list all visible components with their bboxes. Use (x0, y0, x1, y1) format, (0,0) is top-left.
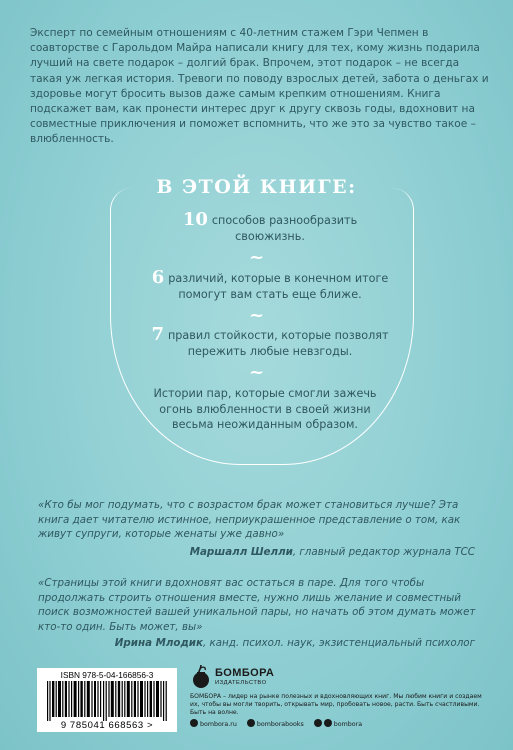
intro-paragraph: Эксперт по семейным отношениям с 40-летним стажем Гэри Чепмен в соавторстве с Гарольдом Майра написали книгу для тех, кому жизнь подарила лучший на свете подарок – долгий брак. Впрочем, этот подарок – не всегда такая уж легкая история. Тревоги по поводу взрослых детей, забота о деньгах и здоровье могут бросить вызов даже самым крепким отношениям. Книга подскажет вам, как пронести интерес друг к другу сквозь годы, вдохновит на совместные приключения и поможет вспомнить, что же это за чувство такое – влюбленность. (30, 27, 489, 146)
barcode-icon (47, 681, 169, 721)
bombora-logo-icon (190, 664, 212, 690)
list-item (150, 386, 380, 433)
item-number: 10 (182, 209, 208, 230)
tilde-separator: ~ (248, 362, 265, 383)
list-item (150, 209, 390, 244)
globe-icon (190, 719, 198, 727)
social-vk[interactable]: bombora (314, 719, 362, 728)
item-text: способов разнообразить своюжизнь. (211, 214, 358, 243)
barcode-digits: 9 785041 668563 > (60, 720, 154, 731)
instagram-icon (247, 719, 255, 727)
quote-author-role: , главный редактор журнала ТСС (292, 546, 475, 558)
publisher-subtitle: ИЗДАТЕЛЬСТВО (215, 680, 267, 686)
item-text: Истории пар, которые смогли зажечь огонь влюбленности в своей жизни весьма неожиданным образом. (153, 387, 377, 431)
quote-text: «Кто бы мог подумать, что с возрастом брак может становиться лучше? Эта книга дает читателю истинное, неприукрашенное представление о том, как живут супруги, которые женаты уже давно» (38, 499, 461, 541)
social-instagram[interactable]: bomborabooks (247, 719, 304, 728)
item-number: 6 (151, 267, 165, 288)
quote-author: Маршалл Шелли (189, 546, 293, 558)
list-item (150, 324, 390, 359)
publisher-socials (190, 719, 362, 728)
isbn-barcode (37, 668, 177, 732)
social-website[interactable]: bombora.ru (190, 719, 237, 728)
item-text: правил стойкости, которые позволят пережить любые невзгоды. (167, 329, 389, 358)
publisher-name: БОМБОРА (215, 667, 275, 679)
tilde-separator: ~ (248, 247, 265, 268)
quote-signature (190, 546, 475, 558)
item-number: 7 (151, 324, 164, 345)
quote-signature (115, 637, 475, 649)
quote-author-role: , канд. психол. наук, экзистенциальный психолог (202, 637, 475, 649)
vk-icon (324, 719, 332, 727)
item-text: различий, которые в конечном итоге помогут вам стать еще ближе. (168, 272, 389, 301)
in-book-heading: В ЭТОЙ КНИГЕ: (156, 176, 357, 198)
tilde-separator: ~ (248, 305, 265, 326)
quote-text: «Страницы этой книги вдохновят вас остаться в паре. Для того чтобы продолжать строить отношения вместе, нужно лишь желание и совместный поиск возможностей вашей уникальной пары, но начать об этом думать может кто-то один. Быть может, вы» (38, 577, 476, 633)
isbn-label: ISBN 978-5-04-166856-3 (60, 670, 154, 680)
publisher-description: БОМБОРА – лидер на рынке полезных и вдохновляющих книг. Мы любим книги и создаем их, чтобы вы могли творить, открывать мир, пробовать новое, расти. Быть счастливыми. Быть на волне. (190, 693, 482, 717)
telegram-icon (314, 719, 322, 727)
list-item (150, 267, 390, 302)
quote-author: Ирина Млодик (114, 637, 203, 649)
